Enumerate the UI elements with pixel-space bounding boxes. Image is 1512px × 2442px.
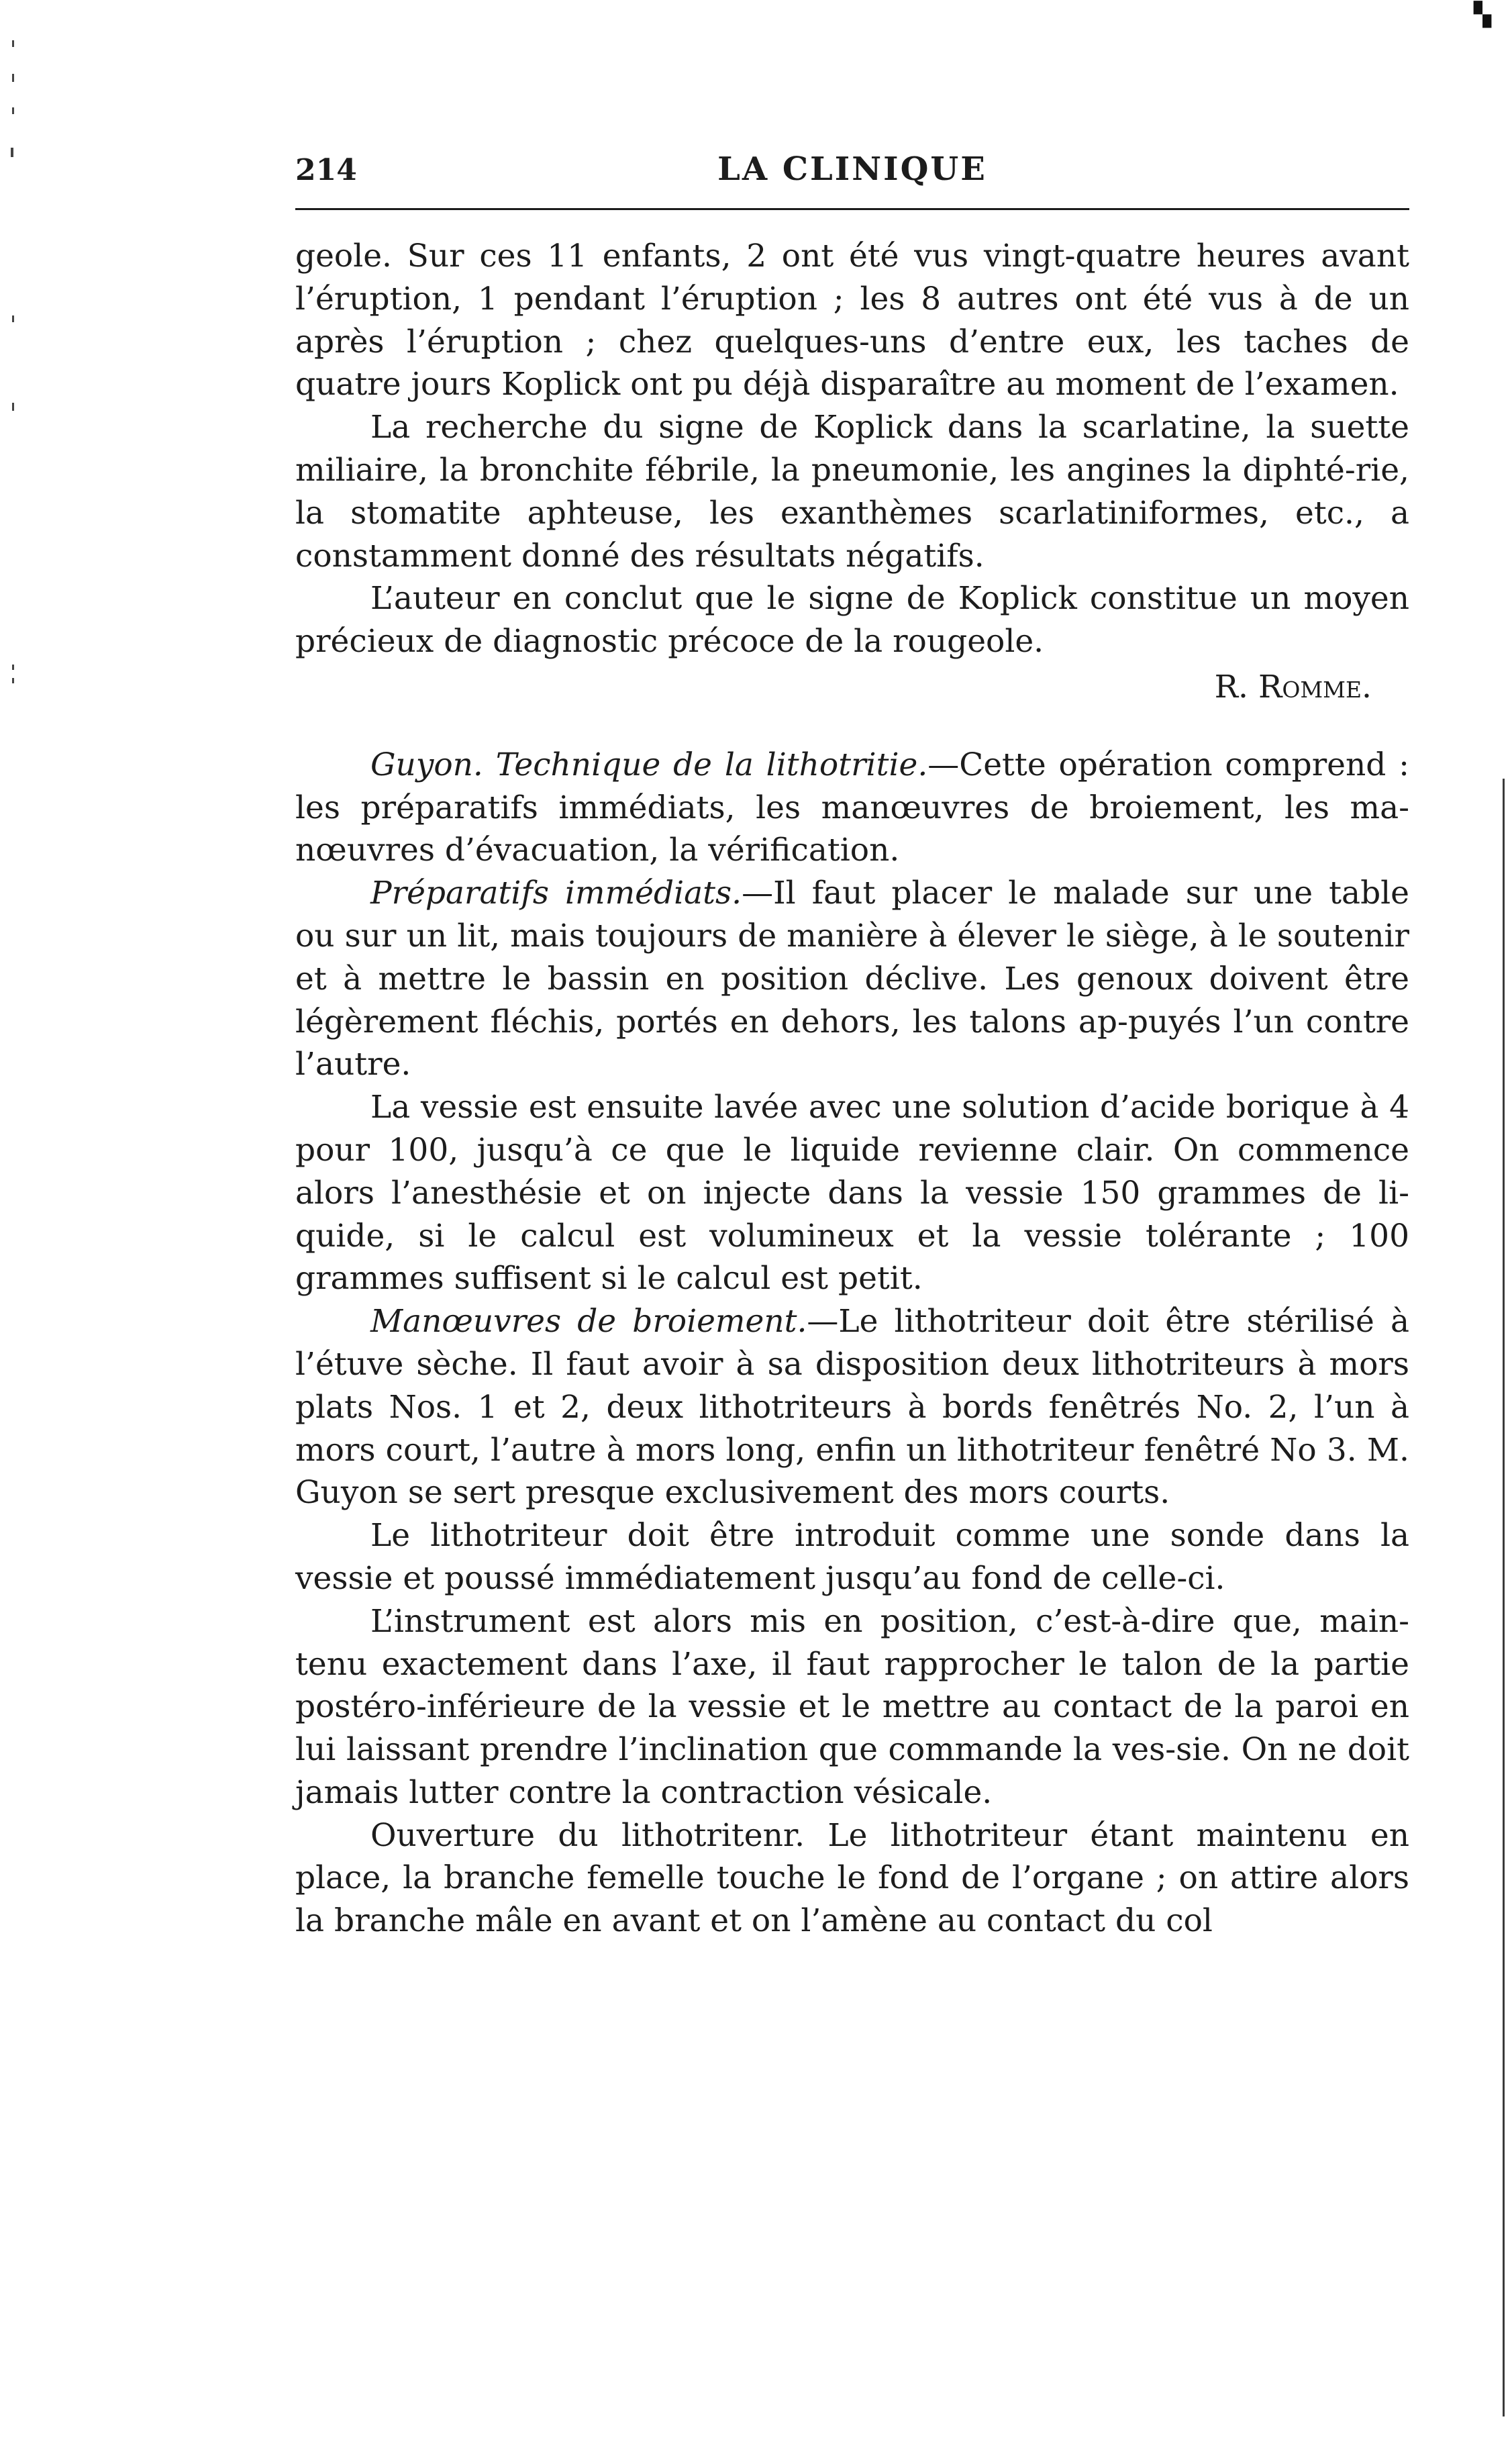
paragraph-rougeole: geole. Sur ces 11 enfants, 2 ont été vus vingt-quatre heures avant l’éruption, 1 pendant l’éruption ; les 8 autres ont été vus à de un après l’éruption ; chez quelques-uns d’entre eux, les taches de quatre jours Koplick ont pu déjà disparaître au moment de l’examen. <box>295 238 1409 403</box>
margin-mark <box>12 678 14 683</box>
margin-mark <box>12 403 14 411</box>
header-rule <box>295 208 1409 210</box>
paragraph-guyon <box>295 744 1409 872</box>
corner-mark: ▚ <box>1474 1 1492 28</box>
body-text <box>295 235 1409 1943</box>
guyon-title: Technique de la lithotritie. <box>495 746 928 783</box>
preparatifs-text: —Il faut placer le malade sur une table ou sur un lit, mais toujours de manière à élever le siège, à le soutenir et à mettre le bassin en position déclive. Les genoux doivent être légèrement fléchis, portés en dehors, les talons ap-puyés l’un contre l’autre. <box>295 875 1409 1083</box>
paragraph-conclusion: L’auteur en conclut que le signe de Koplick constitue un moyen précieux de diagnostic précoce de la rougeole. <box>295 580 1409 661</box>
page-edge-line <box>1503 779 1505 2416</box>
margin-mark <box>12 665 14 670</box>
paragraph-recherche: La recherche du signe de Koplick dans la scarlatine, la suette miliaire, la bronchite fébrile, la pneumonie, les angines la diphté-rie, la stomatite aphteuse, les exanthèmes scarlatiniformes, etc., a constamment donné des résultats négatifs. <box>295 409 1409 575</box>
signature: R. Romme. <box>1214 668 1372 705</box>
preparatifs-heading: Préparatifs immédiats. <box>370 875 742 912</box>
page-header <box>295 141 1409 188</box>
paragraph-introduction: Le lithotriteur doit être introduit comme une sonde dans la vessie et poussé immédiatement jusqu’au fond de celle-ci. <box>295 1517 1409 1597</box>
guyon-text: —Cette opération comprend : les préparatifs immédiats, les manœuvres de broiement, les ma-nœuvres d’évacuation, la vérification. <box>295 746 1409 869</box>
manoeuvres-text: —Le lithotriteur doit être stérilisé à l’étuve sèche. Il faut avoir à sa disposition deux lithotriteurs à mors plats Nos. 1 et 2, deux lithotriteurs à bords fenêtrés No. 2, l’un à mors court, l’autre à mors long, enfin un lithotriteur fenêtré No 3. M. Guyon se sert presque exclusivement des mors courts. <box>295 1303 1409 1512</box>
running-title: LA CLINIQUE <box>717 150 987 188</box>
page-number: 214 <box>295 153 357 187</box>
margin-mark <box>11 148 13 157</box>
guyon-author: Guyon. <box>370 746 483 783</box>
paragraph-position: L’instrument est alors mis en position, c’est-à-dire que, main-tenu exactement dans l’axe, il faut rapprocher le talon de la partie postéro-inférieure de la vessie et le mettre au contact de la paroi en lui laissant prendre l’inclination que commande la ves-sie. On ne doit jamais lutter contre la contraction vésicale. <box>295 1602 1409 1811</box>
page <box>295 141 1409 1940</box>
margin-mark <box>12 107 14 114</box>
manoeuvres-heading: Manœuvres de broiement. <box>370 1303 807 1340</box>
paragraph-preparatifs <box>295 872 1409 1086</box>
margin-mark <box>12 40 14 47</box>
paragraph-vessie: La vessie est ensuite lavée avec une solution d’acide borique à 4 pour 100, jusqu’à ce que le liquide revienne clair. On commence alors l’anesthésie et on injecte dans la vessie 150 grammes de li-quide, si le calcul est volumineux et la vessie tolérante ; 100 grammes suffisent si le calcul est petit. <box>295 1089 1409 1298</box>
margin-mark <box>12 74 14 82</box>
paragraph-manoeuvres <box>295 1300 1409 1514</box>
paragraph-ouverture: Ouverture du lithotritenr. Le lithotriteur étant maintenu en place, la branche femelle touche le fond de l’organe ; on attire alors la branche mâle en avant et on l’amène au contact du col <box>295 1816 1409 1940</box>
margin-mark <box>12 315 14 322</box>
